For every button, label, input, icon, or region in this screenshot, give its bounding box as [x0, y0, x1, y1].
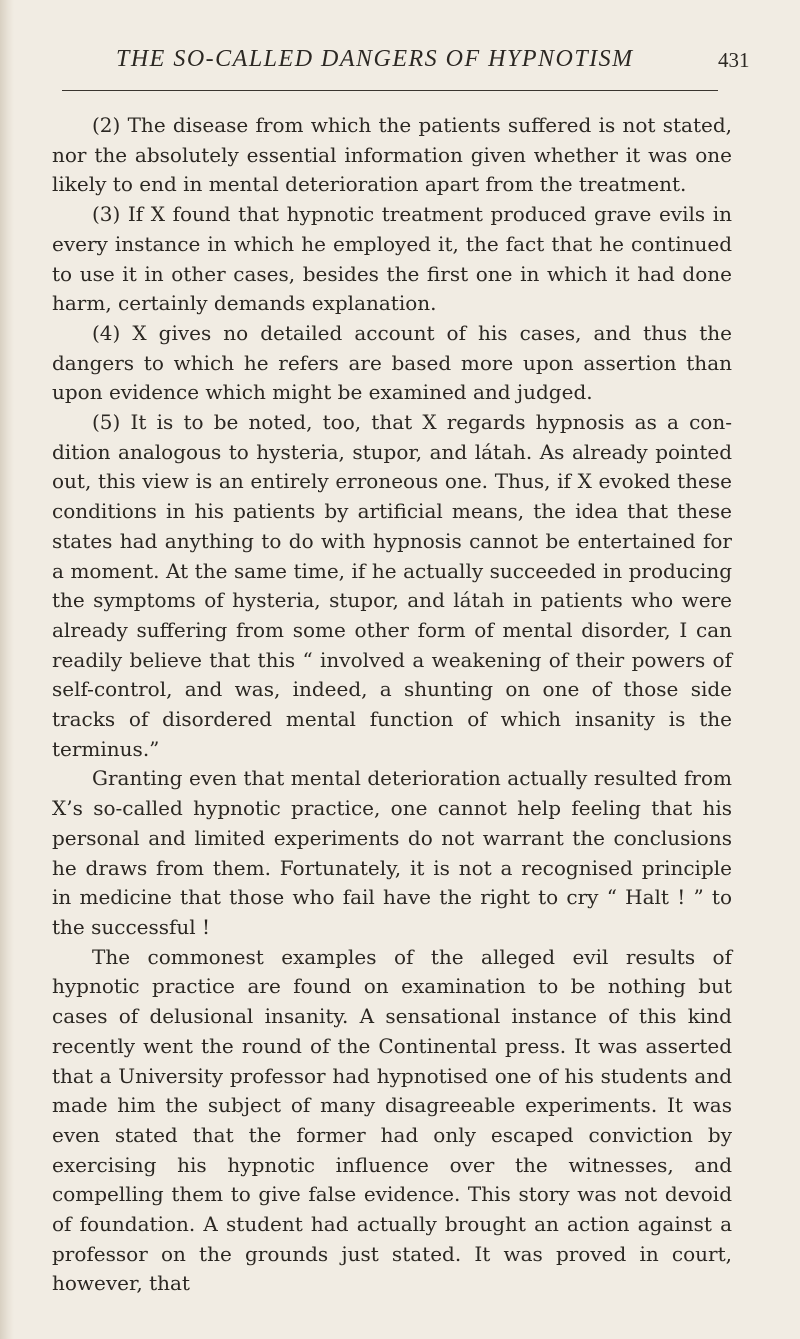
body-text	[52, 111, 732, 1299]
paragraph-2: (2) The disease from which the patients suffered is not stated, nor the absolutely essential information given whether it was one likely to end in mental deterioration apart from the treatment.	[52, 113, 732, 197]
paragraph-commonest-examples: The commonest examples of the alleged evil results of hypnotic practice are found on examination to be nothing but cases of delusional insanity. A sensational instance of this kind recently went the round of the Continental press. It was asserted that a University professor had hypnotised one of his students and made him the subject of many disagreeable experiments. It was even stated that the former had only escaped conviction by exercising his hypnotic influence over the witnesses, and compelling them to give false evidence. This story was not devoid of foundation. A student had actually brought an action against a professor on the grounds just stated. It was proved in court, however, that	[52, 944, 732, 1296]
running-title: THE SO-CALLED DANGERS OF HYPNOTISM	[116, 46, 634, 72]
page-number: 431	[718, 48, 750, 72]
paragraph-4: (4) X gives no detailed account of his cases, and thus the dangers to which he refers are based more upon assertion than upon evidence which might be examined and judged.	[52, 320, 732, 405]
running-head	[60, 46, 760, 80]
paragraph-granting: Granting even that mental deterioration actually resulted from X’s so-called hypnotic practice, one cannot help feeling that his personal and limited experiments do not warrant the conclusions he draws from them. Fortunately, it is not a recognised principle in medicine that those who fail have the right to cry “ Halt ! ” to the successful !	[52, 766, 732, 939]
header-rule	[62, 90, 718, 91]
paragraph-5: (5) It is to be noted, too, that X regards hypnosis as a condition analogous to hysteria, stupor, and látah. As already pointed out, this view is an entirely erroneous one. Thus, if X evoked these conditions in his patients by artificial means, the idea that these states had anything to do with hypnosis cannot be entertained for a moment. At the same time, if he actually succeeded in producing the symptoms of hysteria, stupor, and látah in patients who were already suffering from some other form of mental disorder, I can readily believe that this “ involved a weakening of their powers of self-control, and was, indeed, a shunting on one of those side tracks of disordered mental function of which insanity is the terminus.”	[52, 410, 732, 761]
paragraph-3: (3) If X found that hypnotic treatment produced grave evils in every instance in which he employed it, the fact that he continued to use it in other cases, besides the first one in which it had done harm, certainly demands explanation.	[52, 202, 732, 316]
page-edge-shadow	[0, 0, 14, 1339]
